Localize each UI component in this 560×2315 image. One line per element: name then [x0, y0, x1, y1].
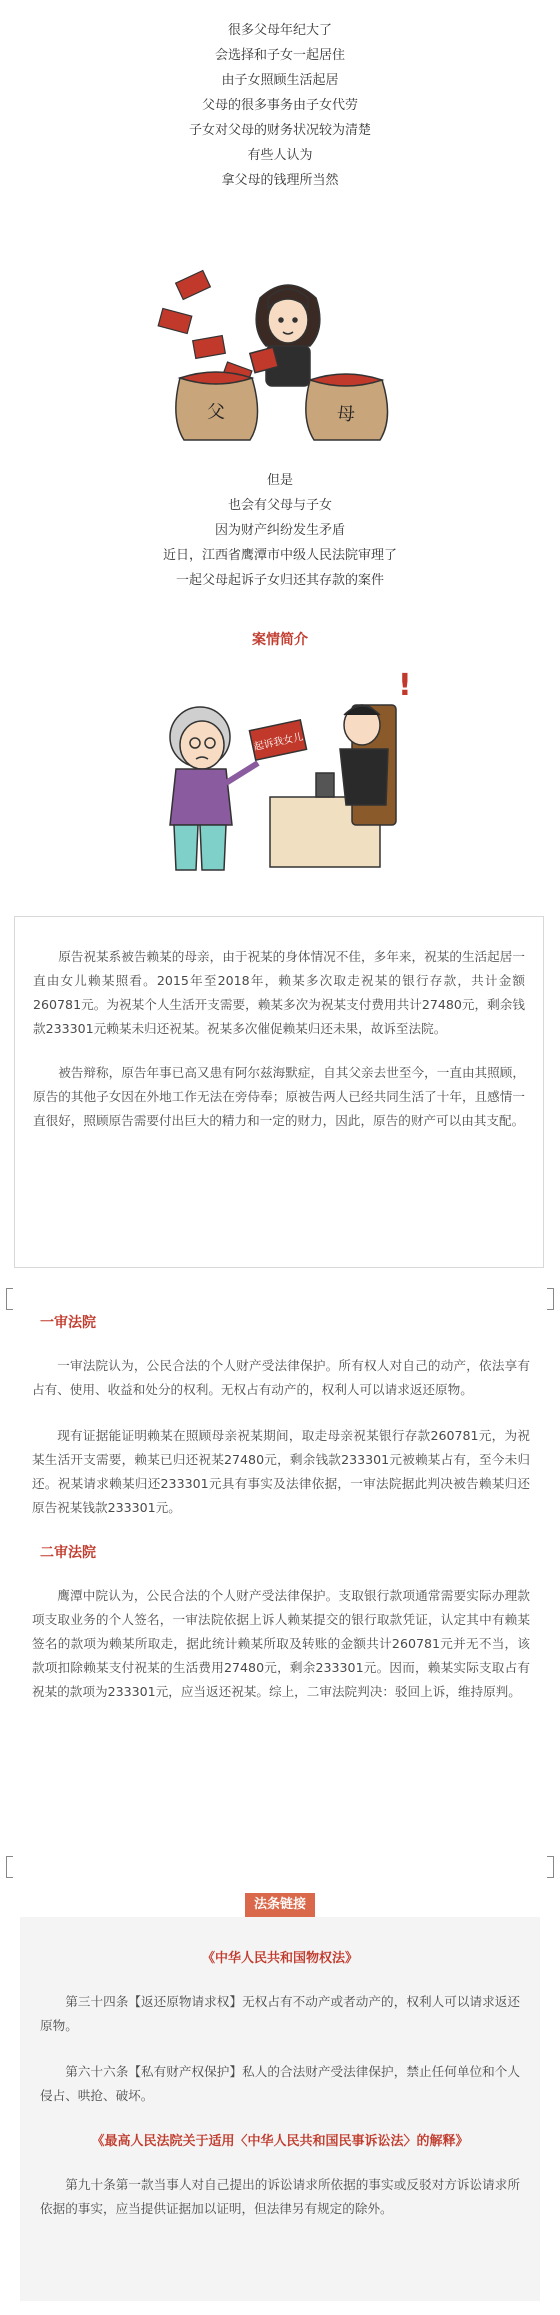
transition-line: 近日，江西省鹰潭市中级人民法院审理了 — [162, 548, 397, 563]
intro-text — [0, 18, 560, 193]
transition-line: 也会有父母与子女 — [227, 498, 332, 513]
intro-line: 有些人认为 — [247, 148, 313, 163]
property-law-title: 《中华人民共和国物权法》 — [201, 1951, 358, 1966]
intro-line: 很多父母年纪大了 — [227, 23, 332, 38]
case-section-title: 案情简介 — [252, 632, 308, 648]
transition-text — [0, 468, 560, 593]
first-trial-title: 一审法院 — [40, 1315, 96, 1331]
article-90: 第九十条第一款当事人对自己提出的诉讼请求所依据的事实或反驳对方诉讼请求所依据的事实，应当提供证据加以证明，但法律另有规定的除外。 — [40, 2177, 520, 2216]
rulings-section — [32, 1300, 530, 1726]
first-trial-paragraph: 一审法院认为，公民合法的个人财产受法律保护。所有权人对自己的动产，依法享有占有、使用、收益和处分的权利。无权占有动产的，权利人可以请求返还原物。 — [32, 1358, 530, 1397]
intro-line: 子女对父母的财务状况较为清楚 — [188, 123, 371, 138]
first-trial-paragraph: 现有证据能证明赖某在照顾母亲祝某期间，取走母亲祝某银行存款260781元，为祝某生活开支需要，赖某已归还祝某27480元，剩余钱款233301元被赖某占有，至今未归还。祝某请求赖某归还233301元具有事实及法律依据，一审法院据此判决被告赖某归还原告祝某钱款233301元。 — [32, 1428, 530, 1515]
court-illustration — [140, 665, 425, 880]
intro-line: 拿父母的钱理所当然 — [221, 173, 339, 188]
plaintiff-statement: 原告祝某系被告赖某的母亲，由于祝某的身体情况不佳，多年来，祝某的生活起居一直由女儿赖某照看。2015年至2018年，赖某多次取走祝某的银行存款，共计金额260781元。为祝某个人生活开支需要，赖某多次为祝某支付费用共计27480元，剩余钱款233301元赖某未归还祝某。祝某多次催促赖某归还未果，故诉至法院。 — [33, 949, 525, 1036]
civil-procedure-interpretation-title: 《最高人民法院关于适用〈中华人民共和国民事诉讼法〉的解释》 — [91, 2134, 469, 2149]
transition-line: 一起父母起诉子女归还其存款的案件 — [175, 573, 384, 588]
intro-line: 父母的很多事务由子女代劳 — [201, 98, 358, 113]
exclamation-icon: ! — [398, 668, 412, 703]
father-bag-label: 父 — [207, 402, 225, 423]
law-links-tag: 法条链接 — [245, 1893, 315, 1917]
defendant-statement: 被告辩称，原告年事已高又患有阿尔兹海默症，自其父亲去世至今，一直由其照顾，原告的其他子女因在外地工作无法在旁侍奉；原被告两人已经共同生活了十年，且感情一直很好，照顾原告需要付出巨大的精力和一定的财力，因此，原告的财产可以由其支配。 — [33, 1065, 525, 1128]
case-summary-box — [14, 916, 544, 1268]
intro-line: 由子女照顾生活起居 — [221, 73, 339, 88]
intro-line: 会选择和子女一起居住 — [214, 48, 345, 63]
second-trial-title: 二审法院 — [40, 1545, 96, 1561]
article-34: 第三十四条【返还原物请求权】无权占有不动产或者动产的，权利人可以请求返还原物。 — [40, 1994, 520, 2033]
second-trial-paragraph: 鹰潭中院认为，公民合法的个人财产受法律保护。支取银行款项通常需要实际办理款项支取业务的个人签名，一审法院依据上诉人赖某提交的银行取款凭证，认定其中有赖某签名的款项为赖某所取走，据此统计赖某所取及转账的金额共计260781元并无不当，该款项扣除赖某支付祝某的生活费用27480元，剩余233301元。因而，赖某实际支取占有祝某的款项为233301元，应当返还祝某。综上，二审法院判决：驳回上诉，维持原判。 — [32, 1588, 530, 1699]
money-bags-illustration — [140, 268, 420, 448]
transition-line: 但是 — [266, 473, 293, 488]
article-66: 第六十六条【私有财产权保护】私人的合法财产受法律保护，禁止任何单位和个人侵占、哄抢、破坏。 — [40, 2064, 520, 2103]
law-links-box — [20, 1917, 540, 2301]
transition-line: 因为财产纠纷发生矛盾 — [214, 523, 345, 538]
mother-bag-label: 母 — [337, 404, 355, 425]
sign-text: 起诉我女儿 — [252, 731, 305, 754]
